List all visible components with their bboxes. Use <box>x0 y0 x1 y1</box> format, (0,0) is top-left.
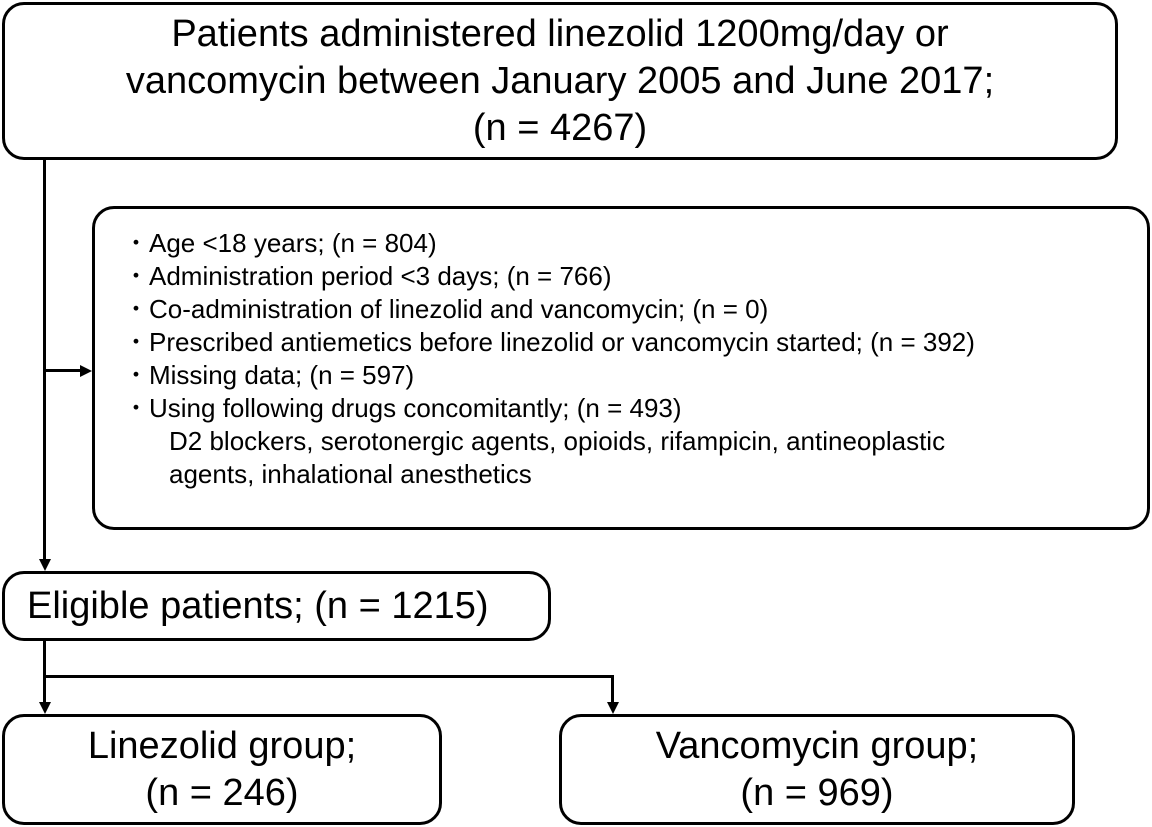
arrow-to-vancomycin <box>607 702 619 714</box>
bullet-icon: ・ <box>123 327 150 357</box>
concomitant-drugs-line-2: agents, inhalational anesthetics <box>169 459 532 489</box>
bullet-icon: ・ <box>123 228 150 258</box>
bullet-icon: ・ <box>123 360 150 390</box>
exclusion-criteria-box <box>92 206 1150 530</box>
exclusion-branch-connector <box>44 369 82 372</box>
bullet-icon: ・ <box>123 393 150 423</box>
bullet-icon: ・ <box>123 261 150 291</box>
initial-population-line-2: vancomycin between January 2005 and June 2017; <box>125 59 995 102</box>
arrow-to-exclusion <box>80 365 92 377</box>
initial-population-line-1: Patients administered linezolid 1200mg/day or <box>171 12 949 55</box>
bullet-icon: ・ <box>123 294 150 324</box>
initial-population-count: (n = 4267) <box>472 106 648 149</box>
vancomycin-group-count: (n = 969) <box>740 771 894 814</box>
exclusion-item-text: Co-administration of linezolid and vancomycin; (n = 0) <box>149 294 769 324</box>
exclusion-item-text: Missing data; (n = 597) <box>149 360 415 390</box>
exclusion-item <box>123 359 1147 392</box>
linezolid-group-count: (n = 246) <box>145 771 299 814</box>
concomitant-drugs-line-1: D2 blockers, serotonergic agents, opioids, rifampicin, antineoplastic <box>169 426 946 456</box>
main-vertical-connector <box>43 160 46 560</box>
eligible-patients-label: Eligible patients; (n = 1215) <box>27 584 489 627</box>
eligible-down-connector <box>43 641 46 703</box>
exclusion-item-text: Administration period <3 days; (n = 766) <box>149 261 612 291</box>
vancomycin-down-connector <box>611 675 614 703</box>
linezolid-group-box <box>2 714 442 825</box>
vancomycin-group-box <box>559 714 1075 825</box>
exclusion-item <box>123 260 1147 293</box>
arrow-to-eligible <box>39 559 51 571</box>
exclusion-item <box>123 293 1147 326</box>
exclusion-item-text: Age <18 years; (n = 804) <box>149 228 437 258</box>
initial-population-box <box>2 2 1118 160</box>
exclusion-item <box>123 392 1147 425</box>
exclusion-item-text: Prescribed antiemetics before linezolid or vancomycin started; (n = 392) <box>149 327 975 357</box>
linezolid-group-label: Linezolid group; <box>87 724 357 767</box>
exclusion-item <box>123 227 1147 260</box>
exclusion-item <box>123 326 1147 359</box>
exclusion-item-text: Using following drugs concomitantly; (n = 493) <box>149 393 682 423</box>
vancomycin-group-label: Vancomycin group; <box>655 724 979 767</box>
arrow-to-linezolid <box>39 702 51 714</box>
split-horizontal-connector <box>43 675 614 678</box>
eligible-patients-box <box>2 571 551 641</box>
